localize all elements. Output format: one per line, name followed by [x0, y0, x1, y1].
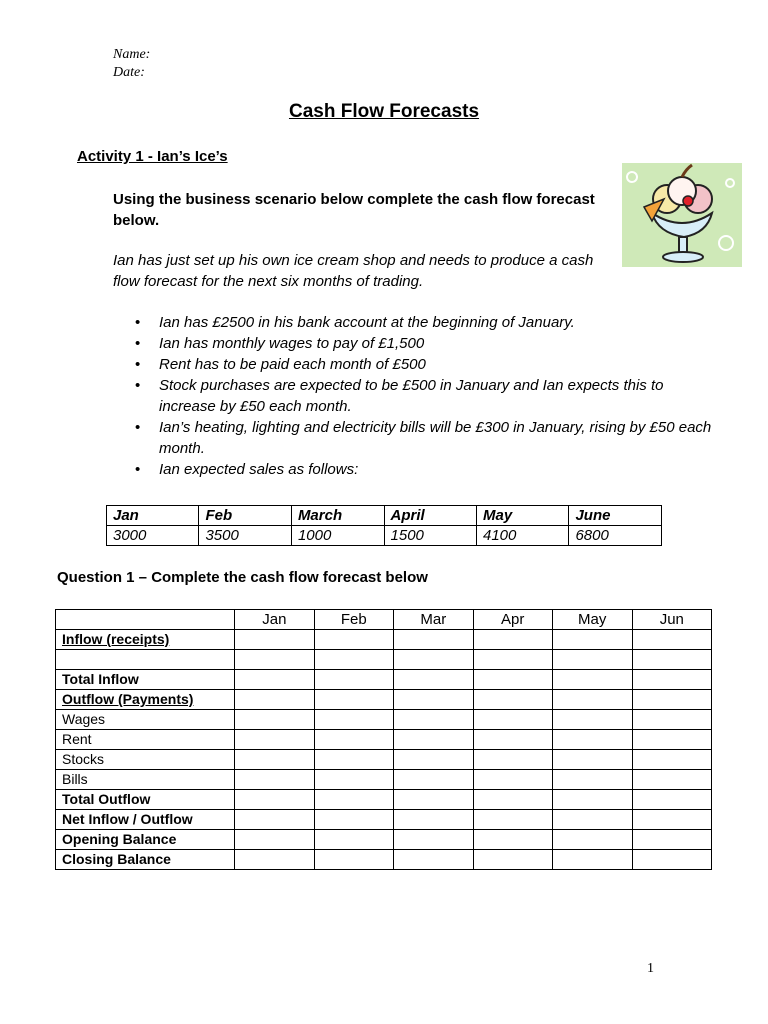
entry-cell[interactable]	[235, 730, 314, 750]
month-header: Mar	[394, 610, 474, 630]
sales-header-row	[107, 506, 662, 526]
entry-cell[interactable]	[552, 710, 632, 730]
entry-cell[interactable]	[552, 630, 632, 650]
table-row	[56, 710, 712, 730]
entry-cell[interactable]	[552, 830, 632, 850]
entry-cell[interactable]	[473, 630, 552, 650]
entry-cell[interactable]	[314, 790, 394, 810]
entry-cell[interactable]	[394, 690, 474, 710]
table-row	[56, 750, 712, 770]
row-label-outflow: Outflow (Payments)	[56, 690, 235, 710]
sales-value-row	[107, 526, 662, 546]
cashflow-header-row	[56, 610, 712, 630]
row-label-bills: Bills	[56, 770, 235, 790]
entry-cell[interactable]	[394, 750, 474, 770]
entry-cell[interactable]	[394, 790, 474, 810]
row-label-stocks: Stocks	[56, 750, 235, 770]
table-row	[56, 790, 712, 810]
cashflow-table	[55, 609, 712, 870]
entry-cell[interactable]	[473, 650, 552, 670]
entry-cell[interactable]	[552, 730, 632, 750]
entry-cell[interactable]	[394, 810, 474, 830]
name-label: Name:	[113, 47, 151, 62]
entry-cell[interactable]	[632, 730, 711, 750]
row-label-opening-balance: Opening Balance	[56, 830, 235, 850]
bullet-item: • Stock purchases are expected to be £500 in January and Ian expects this to increase by £50 each month.	[135, 377, 664, 415]
sales-header-cell: Feb	[199, 506, 291, 526]
entry-cell[interactable]	[632, 690, 711, 710]
entry-cell[interactable]	[473, 730, 552, 750]
entry-cell[interactable]	[394, 730, 474, 750]
entry-cell[interactable]	[473, 670, 552, 690]
activity-heading: Activity 1 - Ian’s Ice’s	[77, 148, 228, 165]
entry-cell[interactable]	[632, 710, 711, 730]
entry-cell[interactable]	[235, 690, 314, 710]
sales-table	[106, 505, 662, 546]
month-header: May	[552, 610, 632, 630]
table-row	[56, 670, 712, 690]
entry-cell[interactable]	[235, 710, 314, 730]
row-label-net-flow: Net Inflow / Outflow	[56, 810, 235, 830]
table-row	[56, 630, 712, 650]
entry-cell[interactable]	[235, 750, 314, 770]
entry-cell[interactable]	[314, 750, 394, 770]
scenario-text: Ian has just set up his own ice cream shop and needs to produce a cash flow forecast for the next six months of trading.	[113, 252, 594, 290]
bullet-item: • Ian’s heating, lighting and electricity bills will be £300 in January, rising by £50 each month.	[135, 419, 712, 457]
table-row	[56, 770, 712, 790]
bullet-item: • Rent has to be paid each month of £500	[135, 356, 426, 373]
entry-cell[interactable]	[552, 790, 632, 810]
row-label-rent: Rent	[56, 730, 235, 750]
row-label-total-inflow: Total Inflow	[56, 670, 235, 690]
entry-cell[interactable]	[394, 830, 474, 850]
table-row	[56, 830, 712, 850]
sales-header-cell: Jan	[107, 506, 199, 526]
entry-cell[interactable]	[632, 770, 711, 790]
entry-cell[interactable]	[473, 770, 552, 790]
entry-cell[interactable]	[314, 710, 394, 730]
entry-cell[interactable]	[235, 790, 314, 810]
entry-cell[interactable]	[632, 750, 711, 770]
scenario-bullets	[113, 312, 719, 480]
entry-cell[interactable]	[632, 790, 711, 810]
entry-cell[interactable]	[473, 690, 552, 710]
row-label-blank[interactable]	[56, 650, 235, 670]
entry-cell[interactable]	[314, 730, 394, 750]
corner-cell	[56, 610, 235, 630]
date-label: Date:	[113, 65, 145, 80]
row-label-closing-balance: Closing Balance	[56, 850, 235, 870]
bullet-item: • Ian has £2500 in his bank account at the beginning of January.	[135, 314, 575, 331]
sales-value-cell: 3000	[107, 526, 199, 546]
month-header: Apr	[473, 610, 552, 630]
table-row	[56, 810, 712, 830]
entry-cell[interactable]	[473, 810, 552, 830]
entry-cell[interactable]	[552, 750, 632, 770]
entry-cell[interactable]	[552, 670, 632, 690]
entry-cell[interactable]	[632, 830, 711, 850]
sales-value-cell: 3500	[199, 526, 291, 546]
page-title: Cash Flow Forecasts	[288, 101, 480, 122]
table-row	[56, 650, 712, 670]
entry-cell[interactable]	[235, 630, 314, 650]
entry-cell[interactable]	[473, 790, 552, 810]
question-heading: Question 1 – Complete the cash flow forecast below	[57, 569, 428, 586]
entry-cell[interactable]	[632, 850, 711, 870]
entry-cell[interactable]	[552, 650, 632, 670]
sales-header-cell: May	[477, 506, 569, 526]
entry-cell[interactable]	[235, 650, 314, 670]
table-row	[56, 850, 712, 870]
month-header: Jun	[632, 610, 711, 630]
sales-header-cell: March	[291, 506, 384, 526]
month-header: Feb	[314, 610, 394, 630]
entry-cell[interactable]	[314, 670, 394, 690]
entry-cell[interactable]	[235, 850, 314, 870]
entry-cell[interactable]	[394, 650, 474, 670]
entry-cell[interactable]	[314, 850, 394, 870]
entry-cell[interactable]	[314, 770, 394, 790]
ice-cream-sundae-icon	[622, 163, 742, 267]
entry-cell[interactable]	[314, 690, 394, 710]
entry-cell[interactable]	[314, 810, 394, 830]
entry-cell[interactable]	[473, 710, 552, 730]
entry-cell[interactable]	[552, 810, 632, 830]
sales-value-cell: 1000	[291, 526, 384, 546]
entry-cell[interactable]	[394, 630, 474, 650]
entry-cell[interactable]	[235, 670, 314, 690]
entry-cell[interactable]	[314, 650, 394, 670]
entry-cell[interactable]	[552, 690, 632, 710]
table-row	[56, 730, 712, 750]
entry-cell[interactable]	[473, 750, 552, 770]
table-row	[56, 690, 712, 710]
entry-cell[interactable]	[235, 830, 314, 850]
entry-cell[interactable]	[314, 830, 394, 850]
sales-value-cell: 6800	[569, 526, 662, 546]
bullet-item: • Ian has monthly wages to pay of £1,500	[135, 335, 425, 352]
instruction-text: Using the business scenario below complete the cash flow forecast below.	[113, 191, 595, 229]
row-label-inflow: Inflow (receipts)	[56, 630, 235, 650]
entry-cell[interactable]	[473, 830, 552, 850]
month-header: Jan	[235, 610, 314, 630]
page-number: 1	[647, 961, 654, 976]
entry-cell[interactable]	[632, 630, 711, 650]
entry-cell[interactable]	[394, 770, 474, 790]
entry-cell[interactable]	[552, 770, 632, 790]
entry-cell[interactable]	[632, 670, 711, 690]
entry-cell[interactable]	[394, 710, 474, 730]
entry-cell[interactable]	[394, 850, 474, 870]
entry-cell[interactable]	[632, 650, 711, 670]
row-label-wages: Wages	[56, 710, 235, 730]
row-label-total-outflow: Total Outflow	[56, 790, 235, 810]
bullet-item: • Ian expected sales as follows:	[135, 461, 359, 478]
entry-cell[interactable]	[552, 850, 632, 870]
entry-cell[interactable]	[632, 810, 711, 830]
sales-value-cell: 1500	[384, 526, 476, 546]
sales-header-cell: June	[569, 506, 662, 526]
entry-cell[interactable]	[394, 670, 474, 690]
entry-cell[interactable]	[235, 810, 314, 830]
entry-cell[interactable]	[314, 630, 394, 650]
entry-cell[interactable]	[235, 770, 314, 790]
sales-header-cell: April	[384, 506, 476, 526]
sales-value-cell: 4100	[477, 526, 569, 546]
entry-cell[interactable]	[473, 850, 552, 870]
